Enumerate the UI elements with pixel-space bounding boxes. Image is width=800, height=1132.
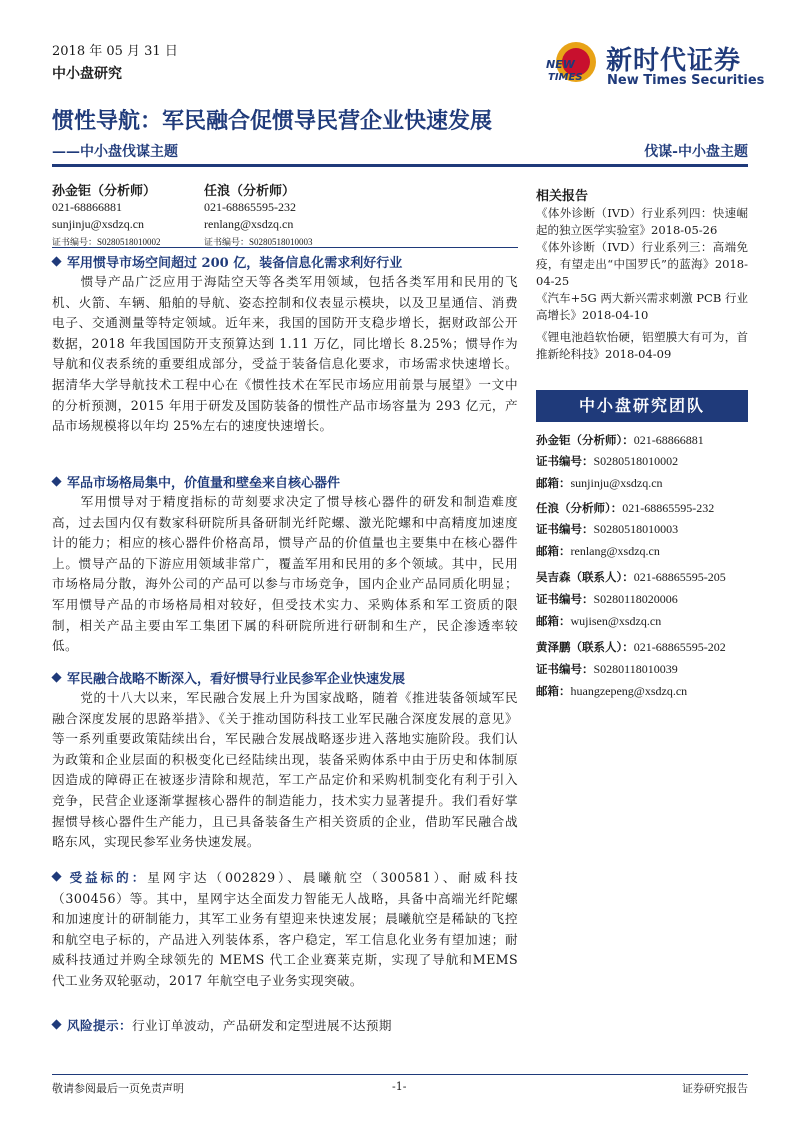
section-heading-civil-military: 军民融合战略不断深入，看好惯导行业民参军企业快速发展: [52, 668, 405, 687]
report-subtitle: ——中小盘伐谋主题: [52, 144, 178, 160]
contact-4-line: 黄泽鹏（联系人）：021-68865595-202: [536, 640, 726, 654]
contact-2-email[interactable]: 邮箱：renlang@xsdzq.cn: [536, 544, 660, 558]
related-report-item[interactable]: 《汽车+5G 两大新兴需求刺激 PCB 行业高增长》2018-04-10: [536, 291, 748, 322]
research-team-banner: 中小盘研究团队: [536, 390, 748, 422]
risk-paragraph: 风险提示：行业订单波动，产品研发和定型进展不达预期: [52, 1016, 518, 1037]
section-body-market-structure: 军用惯导对于精度指标的苛刻要求决定了惯导核心器件的研发和制造难度高，过去国内仅有数家科研院所具备研制光纤陀螺、激光陀螺和中高精度加速度计的能力；相应的核心器件价格高昂，惯导产品的价值量也主要集中在核心器件上。惯导产品的下游应用领域非常广，覆盖军用和民用的多个领域。其中，民用市场格局分散，海外公司的产品可以参与市场竞争，国内企业产品同质化明显；军用惯导产品的市场格局相对较好，但受技术实力、采购体系和军工资质的限制，相关产品主要由军工集团下属的科研院所进行研制和生产，民企渗透率较低。: [52, 494, 518, 654]
diamond-bullet-icon: [51, 672, 61, 682]
analyst-2-email[interactable]: renlang@xsdzq.cn: [204, 217, 294, 231]
related-reports-title: 相关报告: [536, 189, 589, 204]
analyst-2-phone: 021-68865595-232: [204, 200, 296, 214]
brand-name-en: New Times Securities: [607, 73, 765, 88]
related-report-item[interactable]: 《体外诊断（IVD）行业系列三：高端免疫，有望走出“中国罗氏”的蓝海》2018-04-25: [536, 240, 748, 288]
contact-1-email[interactable]: 邮箱：sunjinju@xsdzq.cn: [536, 476, 663, 490]
contact-3-email[interactable]: 邮箱：wujisen@xsdzq.cn: [536, 614, 662, 628]
theme-tag: 伐谋-中小盘主题: [644, 144, 748, 160]
new-times-logo: [538, 36, 608, 92]
contact-1-cert: 证书编号：S0280518010002: [536, 454, 679, 468]
diamond-bullet-icon: [51, 1019, 61, 1029]
analyst-2-name: 任浪（分析师）: [204, 184, 296, 199]
related-report-item[interactable]: 《体外诊断（IVD）行业系列四：快速崛起的独立医学实验室》2018-05-26: [536, 206, 748, 237]
section-heading-market-size: 军用惯导市场空间超过 200 亿，装备信息化需求利好行业: [52, 252, 402, 271]
contact-3-cert: 证书编号：S0280118020006: [536, 592, 678, 606]
contact-4-cert: 证书编号：S0280118010039: [536, 662, 678, 676]
header-divider: [52, 164, 748, 167]
report-title: 惯性导航：军民融合促惯导民营企业快速发展: [52, 108, 493, 134]
section-body-civil-military: 党的十八大以来，军民融合发展上升为国家战略，随着《推进装备领域军民融合深度发展的思路举措》、《关于推动国防科技工业军民融合深度发展的意见》等一系列重要政策陆续出台，军民融合发展战略逐步进入落地实施阶段。我们认为政策和企业层面的积极变化已经陆续出现，装备采购体系中由于历史和体制原因造成的障碍正在被逐步清除和规范，军工产品定价和采购机制变化有利于引入竞争，民营企业逐渐掌握核心器件的制造能力，技术实力显著提升。我们看好掌握惯导核心器件生产能力，且已具备装备生产相关资质的企业，借助军民融合战略东风，实现民参军业务快速发展。: [52, 690, 518, 850]
svg-text:NEW: NEW: [546, 58, 575, 71]
analyst-1-name: 孙金钜（分析师）: [52, 184, 157, 199]
contact-2-line: 任浪（分析师）：021-68865595-232: [536, 501, 715, 515]
analyst-1-phone: 021-68866881: [52, 200, 122, 214]
diamond-bullet-icon: [51, 871, 61, 881]
page-number: -1-: [392, 1080, 407, 1093]
svg-text:TIMES: TIMES: [548, 72, 583, 83]
analyst-1-cert: 证书编号：S0280518010002: [52, 237, 161, 247]
diamond-bullet-icon: [51, 476, 61, 486]
contact-1-line: 孙金钜（分析师）：021-68866881: [536, 433, 704, 447]
section-body-market-size: 惯导产品广泛应用于海陆空天等各类军用领域，包括各类军用和民用的飞机、火箭、车辆、船舶的导航、姿态控制和仪表显示模块，以及卫星通信、消费电子、交通测量等特定领域。近年来，我国的国防开支稳步增长，据财政部公开数据，2018 年我国国防开支预算达到 1.11 万亿，同比增长 8.25%；惯导作为导航和仪表系统的重要组成部分，受益于装备信息化要求，市场需求快速增长。据清华大学导航技术工程中心在《惯性技术在军民市场应用前景与展望》一文中的分析预测，2015 年用于研发及国防装备的惯性产品市场容量为 293 亿元，产品市场规模将以年均 25%左右的速度快速增长。: [52, 274, 518, 434]
contact-4-email[interactable]: 邮箱：huangzepeng@xsdzq.cn: [536, 684, 688, 698]
report-type: 证券研究报告: [682, 1082, 748, 1095]
contact-2-cert: 证书编号：S0280518010003: [536, 522, 679, 536]
brand-name: 新时代证券: [606, 46, 742, 76]
footer-divider: [52, 1074, 748, 1075]
diamond-bullet-icon: [51, 256, 61, 266]
analyst-divider: [52, 247, 518, 248]
contact-3-line: 吴吉森（联系人）：021-68865595-205: [536, 570, 726, 584]
disclaimer-note[interactable]: 敬请参阅最后一页免责声明: [52, 1082, 184, 1095]
analyst-1-email[interactable]: sunjinju@xsdzq.cn: [52, 217, 145, 231]
section-heading-market-structure: 军品市场格局集中，价值量和壁垒来自核心器件: [52, 472, 340, 491]
report-date: 2018 年 05 月 31 日: [52, 44, 178, 59]
department-label: 中小盘研究: [52, 66, 122, 82]
analyst-2-cert: 证书编号：S0280518010003: [204, 237, 313, 247]
beneficiaries-paragraph: 受益标的：星网宇达（002829）、晨曦航空（300581）、耐威科技（300456）等。其中，星网宇达全面发力智能无人战略，具备中高端光纤陀螺和加速度计的研制能力，其军工业务有望迎来快速发展；晨曦航空是稀缺的飞控和航空电子标的，产品进入列装体系，客户稳定，军工信息化业务有望加速；耐威科技通过并购全球领先的 MEMS 代工企业赛莱克斯，实现了导航和MEMS 代工业务双轮驱动，2017 年航空电子业务实现突破。: [52, 870, 518, 988]
related-report-item[interactable]: 《锂电池趋软怡硬，铝塑膜大有可为，首推新纶科技》2018-04-09: [536, 330, 748, 361]
